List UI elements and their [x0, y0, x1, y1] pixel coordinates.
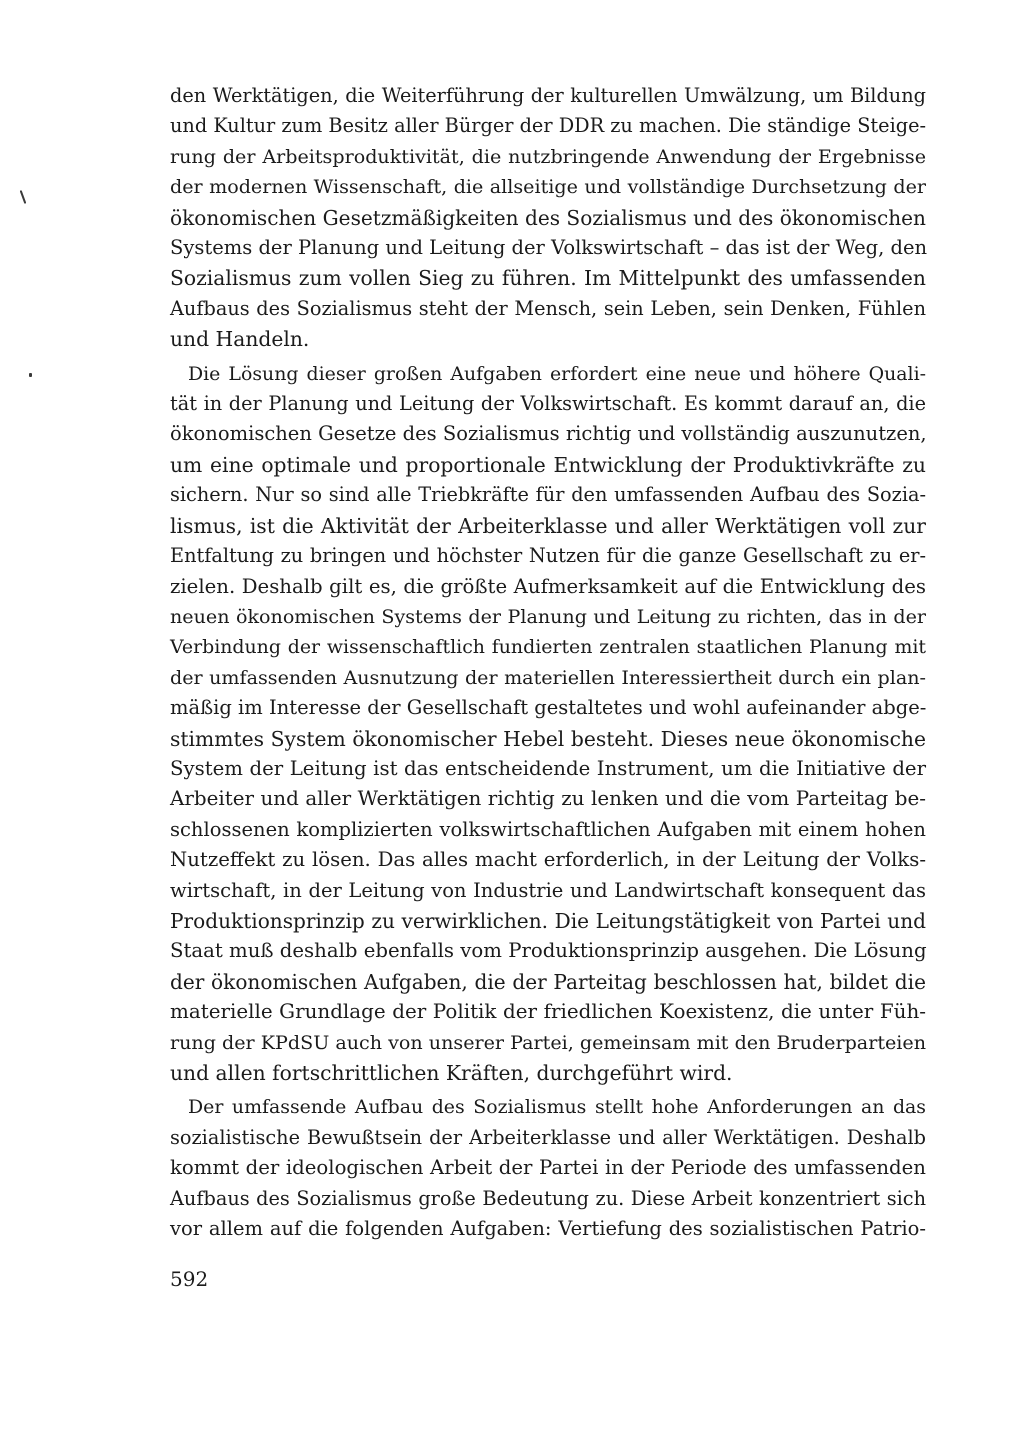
- scan-speck: [29, 373, 32, 377]
- text-line: und allen fortschrittlichen Kräften, durchgeführt wird.: [170, 1061, 733, 1085]
- paragraph-3: [170, 1092, 926, 1244]
- text-line: Aufbaus des Sozialismus steht der Mensch, sein Leben, sein Denken, Fühlen: [170, 296, 926, 320]
- text-line: neuen ökonomischen Systems der Planung und Leitung zu richten, das in der: [170, 604, 926, 628]
- text-line: der ökonomischen Aufgaben, die der Parteitag beschlossen hat, bildet die: [170, 969, 926, 994]
- text-line: zielen. Deshalb gilt es, die größte Aufmerksamkeit auf die Entwicklung des: [170, 574, 926, 598]
- text-line: und Kultur zum Besitz aller Bürger der DDR zu machen. Die ständige Steige-: [170, 114, 926, 138]
- text-line: schlossenen komplizierten volkswirtschaftlichen Aufgaben mit einem hohen: [170, 817, 926, 841]
- text-line: sichern. Nur so sind alle Triebkräfte für den umfassenden Aufbau des Sozia-: [170, 483, 926, 507]
- text-line: sozialistische Bewußtsein der Arbeiterklasse und aller Werktätigen. Deshalb: [170, 1125, 926, 1149]
- text-line: und Handeln.: [170, 327, 310, 352]
- text-line: Verbindung der wissenschaftlich fundierten zentralen staatlichen Planung mit: [170, 636, 926, 659]
- text-line: Arbeiter und aller Werktätigen richtig zu lenken und die vom Parteitag be-: [170, 787, 926, 811]
- text-line: Der umfassende Aufbau des Sozialismus stellt hohe Anforderungen an das: [188, 1096, 926, 1119]
- text-line: kommt der ideologischen Arbeit der Partei in der Periode des umfassenden: [170, 1156, 926, 1180]
- text-line: materielle Grundlage der Politik der friedlichen Koexistenz, die unter Füh-: [170, 1000, 926, 1024]
- text-line: der modernen Wissenschaft, die allseitige und vollständige Durchsetzung der: [170, 175, 926, 199]
- text-line: Produktionsprinzip zu verwirklichen. Die Leitungstätigkeit von Partei und: [170, 908, 926, 933]
- text-line: den Werktätigen, die Weiterführung der kulturellen Umwälzung, um Bildung: [170, 84, 926, 107]
- paragraph-1: [170, 81, 926, 355]
- text-line: vor allem auf die folgenden Aufgaben: Vertiefung des sozialistischen Patrio-: [170, 1217, 926, 1241]
- scan-speck: [20, 190, 27, 204]
- text-line: rung der KPdSU auch von unserer Partei, gemeinsam mit den Bruderparteien: [170, 1030, 926, 1054]
- text-line: System der Leitung ist das entscheidende Instrument, um die Initiative der: [170, 756, 926, 780]
- text-line: Entfaltung zu bringen und höchster Nutzen für die ganze Gesellschaft zu er-: [170, 544, 926, 568]
- text-line: ökonomischen Gesetze des Sozialismus richtig und vollständig auszunutzen,: [170, 422, 927, 446]
- body-text: [170, 81, 926, 1244]
- text-line: Systems der Planung und Leitung der Volkswirtschaft – das ist der Weg, den: [170, 236, 928, 260]
- paragraph-2: [170, 359, 926, 1089]
- text-line: mäßig im Interesse der Gesellschaft gestaltetes und wohl aufeinander abge-: [170, 696, 927, 720]
- text-line: um eine optimale und proportionale Entwicklung der Produktivkräfte zu: [170, 452, 926, 477]
- text-line: Sozialismus zum vollen Sieg zu führen. Im Mittelpunkt des umfassenden: [170, 266, 926, 291]
- text-line: wirtschaft, in der Leitung von Industrie und Landwirtschaft konsequent das: [170, 878, 926, 902]
- page-number: 592: [170, 1267, 209, 1291]
- text-line: der umfassenden Ausnutzung der materiellen Interessiertheit durch ein plan-: [170, 665, 926, 689]
- text-line: ökonomischen Gesetzmäßigkeiten des Sozialismus und des ökonomischen: [170, 205, 926, 230]
- text-line: lismus, ist die Aktivität der Arbeiterklasse und aller Werktätigen voll zur: [170, 513, 926, 538]
- text-line: Nutzeffekt zu lösen. Das alles macht erforderlich, in der Leitung der Volks-: [170, 848, 926, 872]
- text-line: Die Lösung dieser großen Aufgaben erfordert eine neue und höhere Quali-: [188, 362, 926, 385]
- text-line: tät in der Planung und Leitung der Volkswirtschaft. Es kommt darauf an, die: [170, 392, 926, 416]
- text-line: rung der Arbeitsproduktivität, die nutzbringende Anwendung der Ergebnisse: [170, 144, 926, 168]
- text-line: Aufbaus des Sozialismus große Bedeutung zu. Diese Arbeit konzentriert sich: [170, 1186, 926, 1210]
- text-line: Staat muß deshalb ebenfalls vom Produktionsprinzip ausgehen. Die Lösung: [170, 939, 927, 963]
- text-line: stimmtes System ökonomischer Hebel besteht. Dieses neue ökonomische: [170, 726, 926, 751]
